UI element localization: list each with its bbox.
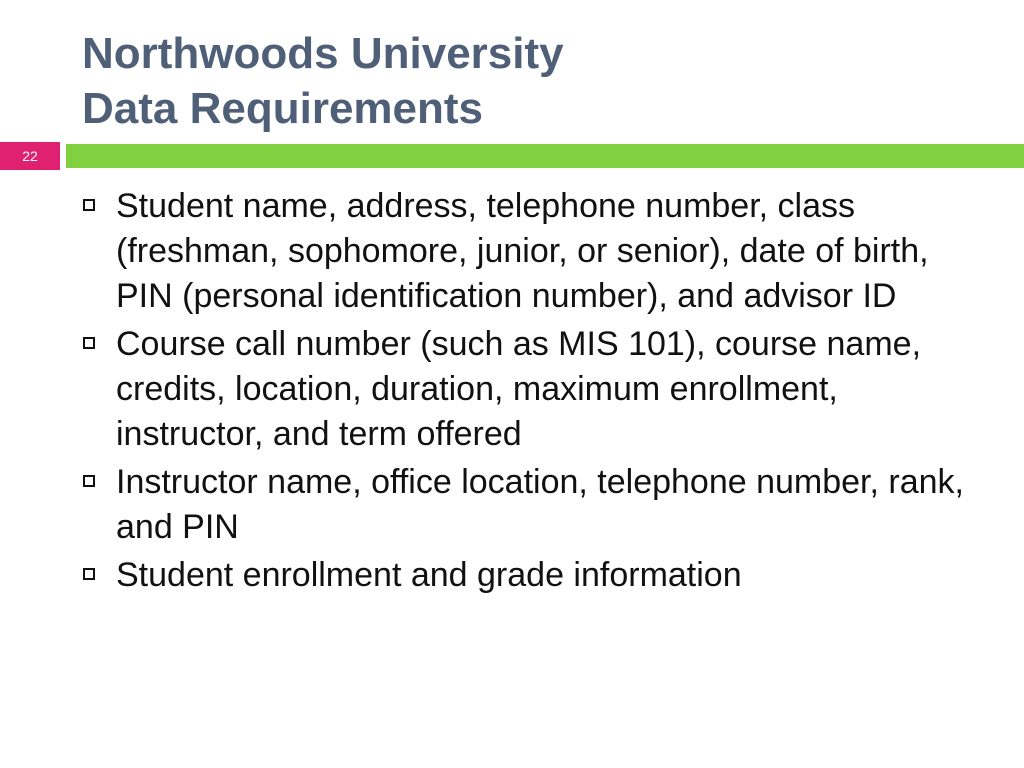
hollow-square-bullet-icon xyxy=(83,475,95,487)
bullet-item xyxy=(80,322,980,457)
bullet-list xyxy=(80,184,980,601)
slide-title-line-1: Northwoods University xyxy=(82,29,564,78)
slide-title-line-2: Data Requirements xyxy=(82,84,484,133)
bullet-text: Course call number (such as MIS 101), course name, credits, location, duration, maximum enrollment, instructor, and term offered xyxy=(116,325,922,453)
accent-bar xyxy=(66,144,1024,168)
bullet-text: Student name, address, telephone number, class (freshman, sophomore, junior, or senior), date of birth, PIN (personal identification number), and advisor ID xyxy=(116,187,929,315)
bullet-text: Student enrollment and grade information xyxy=(116,556,742,594)
bullet-item xyxy=(80,460,980,550)
bullet-text: Instructor name, office location, telephone number, rank, and PIN xyxy=(116,463,964,546)
hollow-square-bullet-icon xyxy=(83,199,95,211)
hollow-square-bullet-icon xyxy=(83,337,95,349)
slide-title xyxy=(82,26,982,136)
bullet-item xyxy=(80,553,980,598)
bullet-item xyxy=(80,184,980,319)
hollow-square-bullet-icon xyxy=(83,568,95,580)
slide-number-badge: 22 xyxy=(0,142,60,170)
